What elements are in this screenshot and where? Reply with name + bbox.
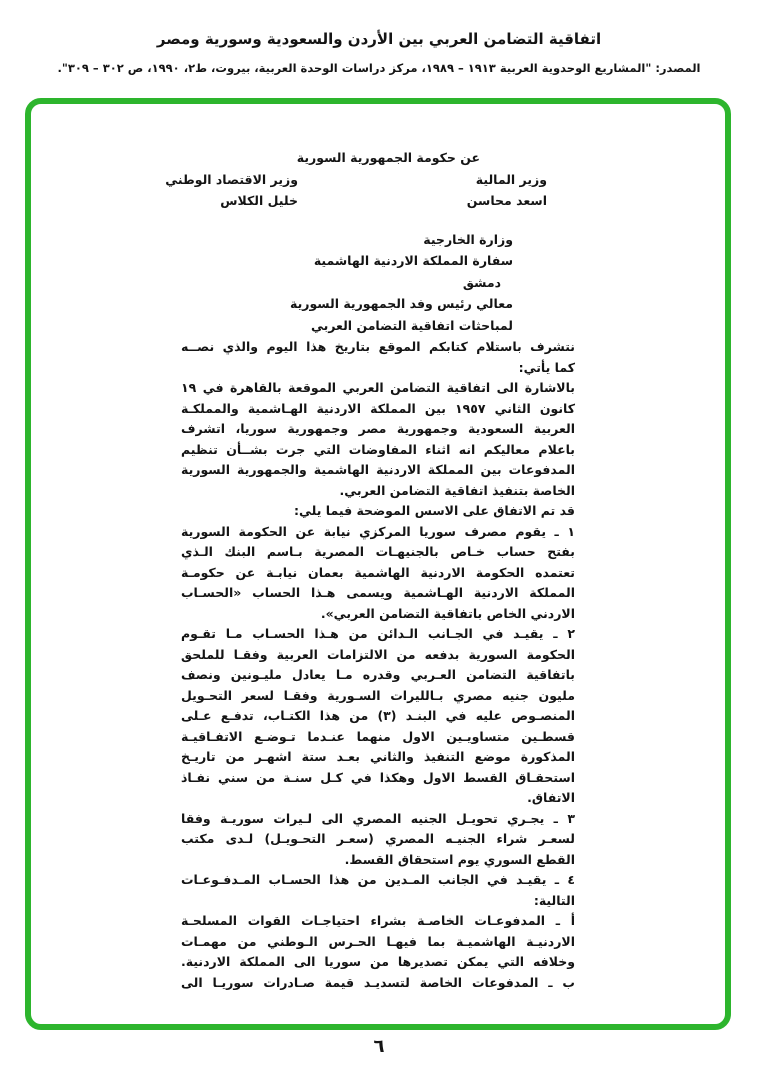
page-number: ٦ [373,1036,385,1057]
body-line: بفتح حساب خـاص بالجنيهـات المصرية بـاسم البنك الـذي [181,544,575,559]
page-title: اتفاقية التضامن العربي بين الأردن والسعودية وسورية ومصر [156,30,602,48]
body-line: تعتمده الحكومة الاردنية الهاشمية بعمان نيابـة عن حكومـة [181,564,575,580]
signatory-title-finance: وزير المالية [475,171,547,187]
address-block [181,229,575,337]
signatory-name-finance: اسعد محاسن [466,193,547,208]
body-line: باتفاقية التضامن العـربي وقدره مـا يعادل مليـونين ونصف [181,667,575,682]
body-line: الحكومة السورية بدفعه من الالتزامات العربية وفقـا للملحق [181,646,575,662]
address-line: لمباحثات اتفاقية التضامن العربي [310,317,513,333]
body-line: المذكورة موضع التنفيذ والثاني بعـد ستة اشهـر من تاريـخ [181,749,575,764]
letter-from-government: عن حكومة الجمهورية السورية [296,150,480,165]
body-line: قد تم الاتفاق على الاسس الموضحة فيما يلي: [293,503,575,518]
signatory-name-economy: خليل الكلاس [220,193,298,208]
body-line: أ ـ المدفوعـات الخاصـة بشراء احتياجـات القوات المسلحـة [181,913,575,928]
body-line: العربية السعودية وجمهورية مصر وجمهورية سوريا، اتشرف [181,421,575,436]
body-line: المنصـوص عليه في البنـد (٣) من هذا الكتـاب، تدفـع عـلى [181,708,575,723]
address-line: سفارة المملكة الاردنية الهاشمية [313,253,513,268]
body-line: ٤ ـ يقيـد في الجانب المـدين من هذا الحسـاب المـدفـوعـات [181,872,575,887]
letter-content [165,148,575,993]
body-line: ب ـ المدفوعات الخاصة لتسديـد قيمة صـادرات سوريـا الى [181,974,575,990]
body-line: الاردنيـة الهاشميـة بما فيهـا الحـرس الـوطني من مهمـات [181,933,575,949]
body-line: بالاشارة الى اتفاقية التضامن العربي الموقعة بالقاهرة في ١٩ [181,380,575,395]
document-frame [25,98,731,1030]
document-header [0,0,758,75]
signature-names-row [181,191,575,212]
body-line: التالية: [533,892,575,908]
signatory-title-economy: وزير الاقتصاد الوطني [165,171,298,187]
body-line: الاتفاق. [527,790,575,805]
address-line: وزارة الخارجية [423,231,513,247]
source-citation: المصدر: "المشاريع الوحدوية العربية ١٩١٣ – ١٩٨٩، مركز دراسات الوحدة العربية، بيروت، ط٢، ١٩٩٠، ص ٣٠٢ – ٣٠٩". [57,61,701,75]
body-line: كما يأتي: [518,359,575,375]
body-line: كانون الثاني ١٩٥٧ بين المملكة الاردنية الهـاشمية والمملكـة [181,400,575,416]
body-line: ٢ ـ يقيـد في الجـانب الـدائن من هـذا الحسـاب مـا تقـوم [181,626,575,641]
body-line: ٣ ـ يجـري تحويـل الجنيه المصري الى لـيرات سوريـة وفقا [181,810,575,826]
body-line: نتشرف باستلام كتابكم الموقع بتاريخ هذا اليوم والذي نصــه [181,339,575,354]
signature-titles-row [165,170,575,191]
body-line: المملكة الاردنية الهـاشمية ويسمى هـذا الحساب «الحسـاب [181,585,575,600]
body-line: مليون جنيه مصري بـالليرات السـورية وفقـا لسعر التحـويل [181,687,575,703]
body-line: ١ ـ يقوم مصرف سوريا المركزي نيابة عن الحكومة السورية [181,523,575,539]
body-line: الاردني الخاص باتفاقية التضامن العربي». [320,605,575,621]
body-line: قسطـين متساويـين الاول منهما عنـدما تـوضـع الاتفـاقيـة [181,728,575,744]
body-line: وخلافه التي يمكن تصديرها من سوريا الى المملكة الاردنية. [181,954,575,969]
letter-body [181,337,575,993]
body-line: باعلام معاليكم انه اثناء المفاوضات التي جرت بشــأن تنظيم [181,441,575,457]
body-line: القطع السوري يوم استحقاق القسط. [344,851,575,867]
body-line: المدفوعات بين المملكة الاردنية الهاشمية والجمهورية السورية [181,462,575,477]
address-line: معالي رئيس وفد الجمهورية السورية [289,296,513,311]
body-line: الخاصة بتنفيذ اتفاقية التضامن العربي. [339,482,575,498]
body-line: استحقـاق القسط الاول وهكذا في كـل سنـة من سني نفـاذ [181,769,575,785]
address-line: دمشق [462,274,501,290]
body-line: لسعـر شراء الجنيـه المصري (سعـر التحـويـل) لـدى مكتب [181,831,575,846]
